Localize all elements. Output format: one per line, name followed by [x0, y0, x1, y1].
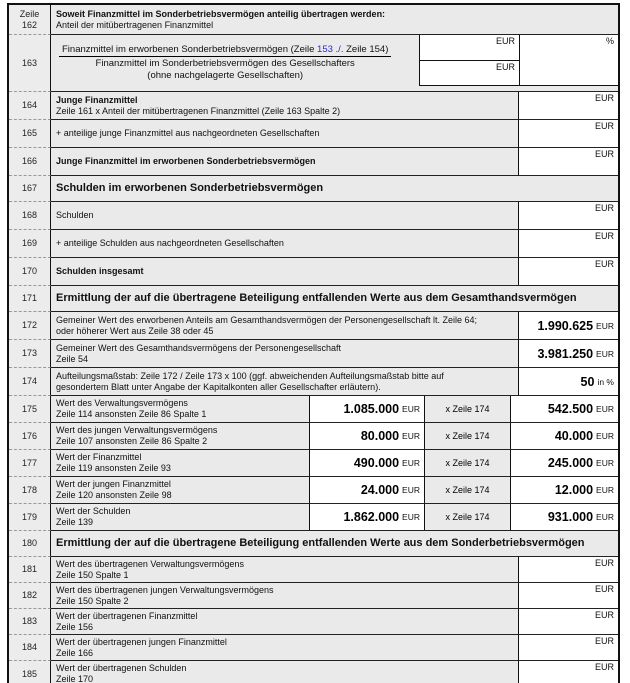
zeile-cell-174 [9, 368, 51, 396]
form-row-173 [9, 340, 618, 368]
row-label [51, 340, 518, 367]
zeile-number: 162 [21, 19, 38, 30]
zeile-number: 163 [21, 57, 38, 68]
percent-label: % [605, 36, 614, 46]
currency-label: EUR [495, 61, 515, 72]
currency-label: EUR [594, 231, 614, 241]
result-input-176[interactable] [510, 423, 618, 449]
form-row-179 [9, 504, 618, 531]
form-row-163 [9, 35, 618, 92]
form-row-170 [9, 258, 618, 286]
row-body [51, 176, 618, 202]
result-input-177[interactable] [510, 450, 618, 476]
currency-label: EUR [402, 458, 420, 468]
result-amount: 12.000 [554, 483, 594, 497]
value-input-174[interactable] [518, 368, 618, 395]
row-label [51, 450, 309, 476]
zeile-cell-166 [9, 148, 51, 176]
value-input-179[interactable] [309, 504, 424, 530]
form-row-178 [9, 477, 618, 504]
currency-label: EUR [594, 636, 614, 646]
denominator-line: Finanzmittel im Sonderbetriebsvermögen des Gesellschafters [95, 58, 355, 70]
row-body [51, 120, 618, 148]
label-line: Zeile 161 x Anteil der mitübertragenen Finanzmittel (Zeile 163 Spalte 2) [56, 105, 341, 116]
zeile-cell-177 [9, 450, 51, 477]
row-label [51, 148, 518, 175]
currency-label: EUR [596, 512, 614, 522]
label-line: Wert der übertragenen jungen Finanzmittel [56, 637, 227, 647]
row-body [51, 258, 618, 286]
eur-input-170[interactable] [518, 258, 618, 285]
label-line: Wert der übertragenen Schulden [56, 663, 187, 674]
label-line: Wert des jungen Verwaltungsvermögens [56, 425, 218, 436]
currency-label: EUR [594, 121, 614, 131]
form-row-166 [9, 148, 618, 176]
currency-label: EUR [596, 458, 614, 468]
currency-label: EUR [594, 662, 614, 672]
row-body [51, 609, 618, 635]
zeile-cell-172 [9, 312, 51, 340]
label-line: Zeile 150 Spalte 2 [56, 595, 129, 606]
value-input-173[interactable] [518, 340, 618, 367]
label-line: Wert der Finanzmittel [56, 452, 142, 463]
row-body [51, 148, 618, 176]
row-label [51, 368, 518, 395]
zeile-cell-164 [9, 92, 51, 120]
zeile-number: 164 [21, 100, 38, 111]
zeile-number: 165 [21, 128, 38, 139]
row-body [51, 423, 618, 450]
label-line: Anteil der mitübertragenen Finanzmittel [56, 19, 214, 30]
label-line: Zeile 120 ansonsten Zeile 98 [56, 490, 172, 500]
zeile-number: 176 [21, 430, 38, 441]
form-row-185 [9, 661, 618, 683]
result-amount: 245.000 [547, 456, 594, 470]
label-line: Junge Finanzmittel im erworbenen Sonderbetriebsvermögen [56, 156, 316, 167]
currency-label: EUR [495, 36, 515, 46]
row-label [51, 312, 518, 339]
zeile-cell-170 [9, 258, 51, 286]
row-label [51, 120, 518, 147]
row-label [51, 504, 309, 530]
result-amount: 931.000 [547, 510, 594, 524]
label-line: Zeile 166 [56, 647, 94, 658]
label-line: Zeile 156 [56, 621, 94, 632]
row-label [51, 583, 518, 608]
label-line: Schulden [56, 210, 94, 221]
value-amount: 24.000 [360, 483, 400, 497]
label-line: Wert des übertragenen jungen Verwaltungsvermögens [56, 585, 274, 595]
zeile-number: 168 [21, 210, 38, 221]
zeile-number: 169 [21, 238, 38, 249]
row-body [51, 35, 618, 92]
label-line: Wert des Verwaltungsvermögens [56, 398, 188, 409]
zeile-cell-175 [9, 396, 51, 423]
denominator-line: (ohne nachgelagerte Gesellschaften) [147, 70, 304, 82]
eur-input-185[interactable] [518, 661, 618, 683]
multiplier-cell: x Zeile 174 [424, 396, 510, 422]
zeile-cell-183 [9, 609, 51, 635]
row-body [51, 635, 618, 661]
zeile-cell-180 [9, 531, 51, 557]
zeile-cell-182 [9, 583, 51, 609]
value-amount: 490.000 [353, 456, 400, 470]
result-input-178[interactable] [510, 477, 618, 503]
finanzmittel-erworben-input[interactable] [420, 35, 519, 61]
eur-input-181[interactable] [518, 557, 618, 582]
row-body [51, 396, 618, 423]
value-input-177[interactable] [309, 450, 424, 476]
numerator-text-end: Zeile 154) [343, 43, 389, 55]
zeile-cell-163 [9, 35, 51, 92]
row-body [51, 230, 618, 258]
currency-label: EUR [596, 404, 614, 414]
currency-label: EUR [596, 431, 614, 441]
row-label [51, 661, 518, 683]
label-line: Wert der übertragenen Finanzmittel [56, 611, 198, 621]
eur-input-183[interactable] [518, 609, 618, 634]
value-input-178[interactable] [309, 477, 424, 503]
label-line: Gemeiner Wert des erworbenen Anteils am Gesamthandsvermögen der Personengesellschaft lt. Zeile 64; [56, 314, 478, 325]
fraction-block [59, 44, 391, 82]
row-body [51, 557, 618, 583]
row-label [51, 557, 518, 582]
result-input-175[interactable] [510, 396, 618, 422]
label-line: + anteilige junge Finanzmittel aus nachgeordneten Gesellschaften [56, 128, 320, 139]
zeile-cell-165 [9, 120, 51, 148]
zeile-cell-169 [9, 230, 51, 258]
zeile-cell-173 [9, 340, 51, 368]
zeile-number: 174 [21, 376, 38, 387]
zeile-number: 182 [21, 590, 38, 601]
zeile-number: 167 [21, 183, 38, 194]
label-line: + anteilige Schulden aus nachgeordneten Gesellschaften [56, 238, 284, 249]
anteil-percent-input[interactable] [519, 35, 618, 86]
result-input-179[interactable] [510, 504, 618, 530]
zeile-cell-184 [9, 635, 51, 661]
finanzmittel-gesellschafter-input[interactable] [420, 61, 519, 86]
multiplier-cell: x Zeile 174 [424, 477, 510, 503]
label-line: Schulden insgesamt [56, 266, 144, 277]
currency-label: EUR [402, 512, 420, 522]
zeile-cell-181 [9, 557, 51, 583]
value-amount: 3.981.250 [537, 346, 594, 361]
eur-input-184[interactable] [518, 635, 618, 660]
form-row-162 [9, 5, 618, 35]
zeile-cell-171 [9, 286, 51, 312]
form-row-168 [9, 202, 618, 230]
label-line: Zeile 170 [56, 674, 94, 683]
row-body [51, 340, 618, 368]
zeile-cell-179 [9, 504, 51, 531]
value-amount: 50 [580, 374, 595, 389]
zeile-cell-162 [9, 5, 51, 35]
row-label [51, 423, 309, 449]
result-amount: 542.500 [547, 402, 594, 416]
label-line: Gemeiner Wert des Gesamthandsvermögens der Personengesellschaft [56, 342, 341, 353]
unit-label: EUR [596, 320, 614, 331]
zeile-number: 166 [21, 156, 38, 167]
form-row-176 [9, 423, 618, 450]
form-row-177 [9, 450, 618, 477]
value-amount: 1.990.625 [537, 318, 594, 333]
zeile-number: 178 [21, 484, 38, 495]
multiplier-cell: x Zeile 174 [424, 450, 510, 476]
row-body [51, 202, 618, 230]
zeile-number: 179 [21, 511, 38, 522]
row-body [51, 661, 618, 683]
form-row-184 [9, 635, 618, 661]
label-line: Wert der jungen Finanzmittel [56, 479, 171, 490]
eur-input-169[interactable] [518, 230, 618, 257]
zeile-153-link[interactable]: 153 ./. [317, 43, 344, 55]
row-label [51, 477, 309, 503]
label-line: gesondertem Blatt unter Angabe der Kapitalkonten aller Gesellschafter erläutern). [56, 381, 381, 392]
label-line: Zeile 107 ansonsten Zeile 86 Spalte 2 [56, 436, 208, 446]
form-row-181 [9, 557, 618, 583]
row-body [51, 92, 618, 120]
zeile-number: 177 [21, 457, 38, 468]
label-line: Junge Finanzmittel [56, 94, 138, 105]
zeile-cell-176 [9, 423, 51, 450]
form-row-169 [9, 230, 618, 258]
zeile-number: 172 [21, 320, 38, 331]
label-line: Zeile 114 ansonsten Zeile 86 Spalte 1 [56, 409, 207, 419]
zeile-number: 180 [21, 538, 38, 549]
value-input-176[interactable] [309, 423, 424, 449]
zeile-cell-168 [9, 202, 51, 230]
row-label [51, 202, 518, 229]
currency-label: EUR [594, 610, 614, 620]
label-line: Wert der Schulden [56, 506, 131, 517]
eur-input-166[interactable] [518, 148, 618, 175]
zeile-cell-178 [9, 477, 51, 504]
section-title: Schulden im erworbenen Sonderbetriebsvermögen [56, 181, 324, 194]
zeile-cell-185 [9, 661, 51, 683]
row-label [51, 5, 618, 34]
row-body [51, 477, 618, 504]
row-label [51, 635, 518, 660]
form-table [7, 3, 620, 683]
currency-label: EUR [594, 584, 614, 594]
form-row-180 [9, 531, 618, 557]
form-row-165 [9, 120, 618, 148]
zeile-number: 173 [21, 348, 38, 359]
value-input-175[interactable] [309, 396, 424, 422]
label-line: Wert des übertragenen Verwaltungsvermögens [56, 559, 244, 569]
fraction-numerator [59, 44, 391, 57]
zeile-cell-167 [9, 176, 51, 202]
zeile-number: 175 [21, 403, 38, 414]
row-label [51, 230, 518, 257]
label-line: oder höherer Wert aus Zeile 38 oder 45 [56, 325, 214, 336]
row-body [51, 531, 618, 557]
row-label [51, 396, 309, 422]
value-input-172[interactable] [518, 312, 618, 339]
label-line: Aufteilungsmaßstab: Zeile 172 / Zeile 173 x 100 (ggf. abweichenden Aufteilungsmaßstab bitte auf [56, 370, 444, 381]
currency-label: EUR [594, 203, 614, 213]
row-body [51, 368, 618, 396]
label-line: Zeile 139 [56, 517, 94, 527]
row-label [51, 92, 518, 119]
zeile-number: 181 [21, 564, 38, 575]
section-title: Ermittlung der auf die übertragene Beteiligung entfallenden Werte aus dem Sonderbetriebsvermögen [56, 536, 585, 549]
row-label [51, 258, 518, 285]
zeile-number: 184 [21, 642, 38, 653]
label-line: Zeile 150 Spalte 1 [56, 569, 129, 580]
currency-label: EUR [594, 558, 614, 568]
row-label [51, 609, 518, 634]
fraction-denominator [59, 57, 391, 82]
label-line: Zeile 119 ansonsten Zeile 93 [56, 463, 171, 473]
zeile-number: 171 [21, 293, 38, 304]
unit-label: in % [597, 376, 614, 387]
currency-label: EUR [596, 485, 614, 495]
numerator-text: Finanzmittel im erworbenen Sonderbetriebsvermögen (Zeile [62, 43, 318, 55]
currency-label: EUR [402, 431, 420, 441]
zeile-column-header: Zeile [19, 8, 40, 19]
row-body [51, 504, 618, 531]
multiplier-cell: x Zeile 174 [424, 423, 510, 449]
currency-label: EUR [594, 93, 614, 103]
eur-input-164[interactable] [518, 92, 618, 119]
eur-input-168[interactable] [518, 202, 618, 229]
row-body [51, 583, 618, 609]
form-row-164 [9, 92, 618, 120]
zeile-number: 183 [21, 616, 38, 627]
unit-label: EUR [596, 348, 614, 359]
value-amount: 1.862.000 [343, 510, 400, 524]
eur-box-stack [419, 35, 519, 86]
row-body [51, 312, 618, 340]
form-row-171 [9, 286, 618, 312]
form-row-182 [9, 583, 618, 609]
currency-label: EUR [594, 259, 614, 269]
currency-label: EUR [594, 149, 614, 159]
currency-label: EUR [402, 404, 420, 414]
form-row-167 [9, 176, 618, 202]
currency-label: EUR [402, 485, 420, 495]
form-row-174 [9, 368, 618, 396]
label-line: Soweit Finanzmittel im Sonderbetriebsvermögen anteilig übertragen werden: [56, 8, 386, 19]
result-amount: 40.000 [554, 429, 594, 443]
multiplier-cell: x Zeile 174 [424, 504, 510, 530]
form-row-183 [9, 609, 618, 635]
eur-input-165[interactable] [518, 120, 618, 147]
section-title: Ermittlung der auf die übertragene Beteiligung entfallenden Werte aus dem Gesamthandsvermögen [56, 291, 577, 304]
value-amount: 1.085.000 [343, 402, 400, 416]
zeile-number: 185 [21, 668, 38, 679]
label-line: Zeile 54 [56, 353, 89, 364]
form-row-172 [9, 312, 618, 340]
row-body [51, 450, 618, 477]
row-body [51, 5, 618, 35]
row-body [51, 286, 618, 312]
zeile-number: 170 [21, 266, 38, 277]
value-amount: 80.000 [360, 429, 400, 443]
form-row-175 [9, 396, 618, 423]
eur-input-182[interactable] [518, 583, 618, 608]
fraction-label [51, 35, 419, 91]
